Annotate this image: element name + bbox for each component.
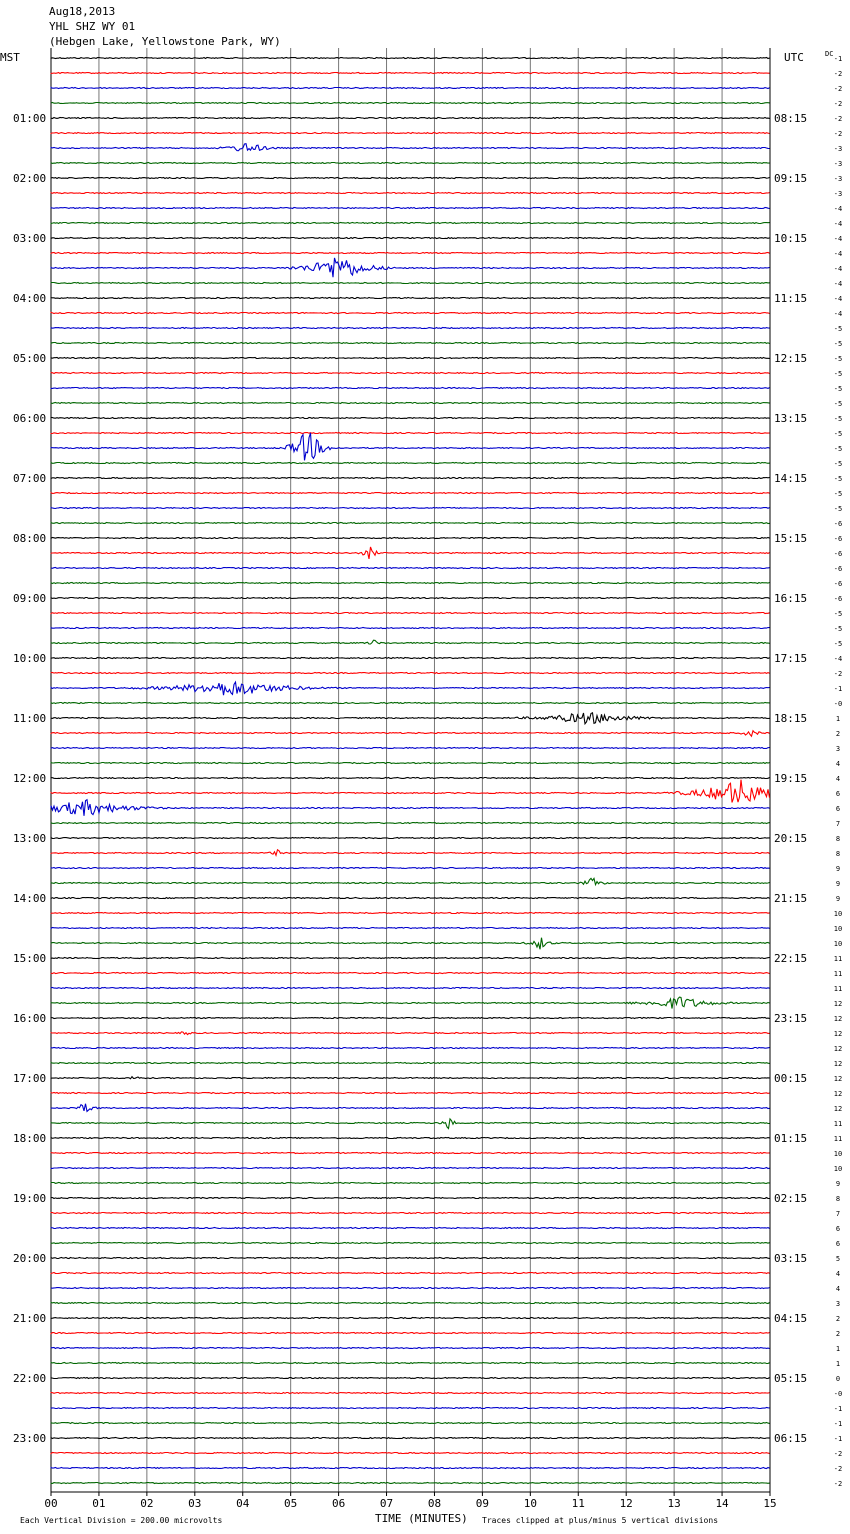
mst-hour-label: 07:00 xyxy=(13,472,47,485)
mst-axis-label: MST xyxy=(0,51,20,64)
dc-offset-label: -2 xyxy=(833,100,843,108)
dc-offset-label: 8 xyxy=(835,850,841,858)
dc-offset-label: -4 xyxy=(833,280,843,288)
trace-line xyxy=(51,118,770,119)
trace-line xyxy=(51,1468,770,1469)
trace-line xyxy=(51,673,770,674)
utc-hour-label: 05:15 xyxy=(774,1372,808,1385)
dc-offset-label: 10 xyxy=(833,940,843,948)
trace-line xyxy=(51,1453,770,1454)
mst-hour-label: 02:00 xyxy=(13,172,47,185)
trace-line xyxy=(51,343,770,344)
utc-hour-label: 22:15 xyxy=(774,952,808,965)
trace-line xyxy=(51,713,770,724)
dc-offset-label: -3 xyxy=(833,145,843,153)
dc-offset-label: -3 xyxy=(833,190,843,198)
trace-line xyxy=(51,463,770,464)
footer-right-note: Traces clipped at plus/minus 5 vertical divisions xyxy=(482,1516,719,1525)
utc-hour-label: 11:15 xyxy=(774,292,808,305)
trace-line xyxy=(51,433,770,434)
mst-hour-label: 10:00 xyxy=(13,652,47,665)
utc-hour-label: 20:15 xyxy=(774,832,808,845)
trace-line xyxy=(51,103,770,104)
x-tick-label: 12 xyxy=(619,1497,633,1510)
trace-line xyxy=(51,283,770,284)
trace-line xyxy=(51,298,770,299)
dc-offset-label: 4 xyxy=(835,1285,841,1293)
dc-offset-label: 6 xyxy=(835,1240,841,1248)
trace-line xyxy=(51,748,770,749)
trace-line xyxy=(51,547,770,559)
dc-offset-label: 4 xyxy=(835,760,841,768)
trace-line xyxy=(51,1198,770,1199)
dc-offset-label: -5 xyxy=(833,430,843,438)
mst-hour-label: 17:00 xyxy=(13,1072,47,1085)
trace-line xyxy=(51,144,770,151)
dc-offset-label: 4 xyxy=(835,775,841,783)
dc-offset-label: 12 xyxy=(833,1030,843,1038)
dc-offset-label: -5 xyxy=(833,340,843,348)
utc-hour-label: 10:15 xyxy=(774,232,808,245)
dc-offset-label: 7 xyxy=(835,1210,841,1218)
trace-line xyxy=(51,823,770,824)
trace-line xyxy=(51,731,770,737)
trace-line xyxy=(51,703,770,704)
dc-offset-label: 6 xyxy=(835,1225,841,1233)
dc-offset-label: 12 xyxy=(833,1045,843,1053)
trace-line xyxy=(51,1183,770,1184)
utc-hour-label: 23:15 xyxy=(774,1012,808,1025)
trace-line xyxy=(51,163,770,164)
trace-line xyxy=(51,1393,770,1394)
trace-line xyxy=(51,973,770,974)
dc-offset-label: -5 xyxy=(833,490,843,498)
mst-hour-label: 18:00 xyxy=(13,1132,47,1145)
dc-offset-label: -4 xyxy=(833,220,843,228)
dc-offset-label: 5 xyxy=(835,1255,841,1263)
dc-offset-label: -0 xyxy=(833,700,843,708)
dc-offset-label: -4 xyxy=(833,310,843,318)
dc-offset-label: 6 xyxy=(835,805,841,813)
x-tick-label: 09 xyxy=(475,1497,490,1510)
dc-offset-label: -5 xyxy=(833,610,843,618)
dc-offset-label: -2 xyxy=(833,130,843,138)
trace-line xyxy=(51,1077,770,1079)
dc-offset-label: 11 xyxy=(833,1135,843,1143)
dc-offset-label: -4 xyxy=(833,235,843,243)
mst-hour-label: 09:00 xyxy=(13,592,47,605)
dc-offset-label: 12 xyxy=(833,1105,843,1113)
mst-hour-label: 16:00 xyxy=(13,1012,47,1025)
trace-line xyxy=(51,1348,770,1349)
x-tick-label: 14 xyxy=(715,1497,729,1510)
dc-offset-label: 12 xyxy=(833,1060,843,1068)
trace-line xyxy=(51,1273,770,1274)
trace-line xyxy=(51,523,770,524)
dc-offset-label: 9 xyxy=(835,880,841,888)
mst-hour-label: 23:00 xyxy=(13,1432,47,1445)
mst-hour-label: 15:00 xyxy=(13,952,47,965)
dc-offset-label: -5 xyxy=(833,400,843,408)
mst-hour-label: 21:00 xyxy=(13,1312,47,1325)
trace-line xyxy=(51,928,770,929)
trace-line xyxy=(51,800,770,816)
utc-hour-label: 16:15 xyxy=(774,592,808,605)
dc-offset-label: -1 xyxy=(833,685,843,693)
dc-offset-label: 9 xyxy=(835,895,841,903)
trace-line xyxy=(51,403,770,404)
x-tick-label: 00 xyxy=(44,1497,58,1510)
trace-line xyxy=(51,598,770,599)
mst-hour-label: 11:00 xyxy=(13,712,47,725)
utc-hour-label: 03:15 xyxy=(774,1252,808,1265)
trace-line xyxy=(51,253,770,254)
trace-line xyxy=(51,1438,770,1439)
dc-offset-label: -5 xyxy=(833,415,843,423)
utc-axis-label: UTC xyxy=(784,51,804,64)
x-tick-label: 15 xyxy=(763,1497,777,1510)
trace-line xyxy=(51,433,770,461)
dc-offset-label: -0 xyxy=(833,1390,843,1398)
utc-hour-label: 18:15 xyxy=(774,712,808,725)
dc-offset-label: -4 xyxy=(833,655,843,663)
trace-line xyxy=(51,658,770,659)
dc-offset-label: -5 xyxy=(833,505,843,513)
dc-offset-label: -2 xyxy=(833,70,843,78)
mst-hour-label: 19:00 xyxy=(13,1192,47,1205)
dc-offset-label: -5 xyxy=(833,355,843,363)
dc-offset-label: 2 xyxy=(835,1315,841,1323)
trace-group xyxy=(51,58,770,1484)
trace-line xyxy=(51,1243,770,1244)
dc-offset-label: -5 xyxy=(833,445,843,453)
dc-offset-label: 3 xyxy=(835,1300,841,1308)
grid-lines xyxy=(51,48,770,1492)
dc-offset-label: -6 xyxy=(833,565,843,573)
trace-line xyxy=(51,763,770,764)
mst-hour-label: 03:00 xyxy=(13,232,47,245)
trace-line xyxy=(51,913,770,914)
dc-offset-label: -5 xyxy=(833,385,843,393)
utc-hour-label: 17:15 xyxy=(774,652,808,665)
x-tick-label: 10 xyxy=(523,1497,537,1510)
dc-offset-label: -4 xyxy=(833,205,843,213)
dc-offset-label: -3 xyxy=(833,160,843,168)
header-date: Aug18,2013 xyxy=(49,5,116,18)
trace-line xyxy=(51,868,770,869)
dc-offset-label: 10 xyxy=(833,910,843,918)
trace-line xyxy=(51,838,770,839)
dc-offset-label: -2 xyxy=(833,1480,843,1488)
header-location: (Hebgen Lake, Yellowstone Park, WY) xyxy=(49,35,281,48)
dc-offset-label: 12 xyxy=(833,1075,843,1083)
dc-offset-label: -1 xyxy=(833,1435,843,1443)
trace-line xyxy=(51,178,770,179)
dc-offset-label: -1 xyxy=(833,1405,843,1413)
trace-line xyxy=(51,208,770,209)
x-tick-label: 03 xyxy=(188,1497,202,1510)
dc-offset-label: 6 xyxy=(835,790,841,798)
trace-line xyxy=(51,850,770,856)
trace-line xyxy=(51,1363,770,1364)
trace-line xyxy=(51,373,770,374)
dc-offset-label: -6 xyxy=(833,580,843,588)
dc-offset-label: 11 xyxy=(833,955,843,963)
utc-hour-label: 15:15 xyxy=(774,532,808,545)
trace-line xyxy=(51,628,770,629)
utc-hour-label: 01:15 xyxy=(774,1132,808,1145)
trace-line xyxy=(51,1423,770,1424)
dc-offset-label: -3 xyxy=(833,175,843,183)
footer-left-note: Each Vertical Division = 200.00 microvolts xyxy=(20,1516,223,1525)
dc-offset-label: -5 xyxy=(833,370,843,378)
dc-offset-label: -5 xyxy=(833,475,843,483)
trace-line xyxy=(51,478,770,479)
trace-line xyxy=(51,258,770,277)
dc-offset-label: 3 xyxy=(835,745,841,753)
dc-offset-label: 4 xyxy=(835,1270,841,1278)
dc-offset-label: 11 xyxy=(833,970,843,978)
trace-line xyxy=(51,1378,770,1379)
trace-line xyxy=(51,997,770,1009)
trace-line xyxy=(51,778,770,779)
trace-line xyxy=(51,1333,770,1334)
dc-offset-label: 12 xyxy=(833,1000,843,1008)
x-tick-label: 05 xyxy=(284,1497,298,1510)
trace-line xyxy=(51,238,770,239)
dc-offset-label: 7 xyxy=(835,820,841,828)
dc-offset-label: 9 xyxy=(835,865,841,873)
utc-hour-label: 02:15 xyxy=(774,1192,808,1205)
dc-offset-label: 1 xyxy=(835,1345,841,1353)
dc-offset-label: -2 xyxy=(833,1465,843,1473)
dc-offset-label: -4 xyxy=(833,295,843,303)
dc-offset-label: -6 xyxy=(833,520,843,528)
trace-line xyxy=(51,73,770,74)
dc-offset-label: -4 xyxy=(833,265,843,273)
trace-line xyxy=(51,1408,770,1409)
x-tick-label: 06 xyxy=(331,1497,346,1510)
dc-offset-label: -5 xyxy=(833,625,843,633)
dc-offset-label: 8 xyxy=(835,1195,841,1203)
utc-hour-label: 06:15 xyxy=(774,1432,808,1445)
dc-offset-label: -2 xyxy=(833,115,843,123)
dc-offset-label: -6 xyxy=(833,550,843,558)
x-axis-label: TIME (MINUTES) xyxy=(375,1512,468,1525)
dc-offset-label: -5 xyxy=(833,325,843,333)
mst-hour-label: 22:00 xyxy=(13,1372,47,1385)
trace-line xyxy=(51,958,770,959)
dc-offset-label: 8 xyxy=(835,835,841,843)
trace-line xyxy=(51,1318,770,1319)
dc-offset-label: 0 xyxy=(835,1375,841,1383)
trace-line xyxy=(51,1032,770,1035)
dc-offset-label: 12 xyxy=(833,1090,843,1098)
trace-line xyxy=(51,1093,770,1094)
trace-line xyxy=(51,583,770,584)
trace-line xyxy=(51,88,770,89)
utc-hour-label: 09:15 xyxy=(774,172,808,185)
dc-offset-label: 11 xyxy=(833,985,843,993)
dc-offset-label: -2 xyxy=(833,85,843,93)
trace-line xyxy=(51,568,770,569)
trace-line xyxy=(51,1213,770,1214)
trace-line xyxy=(51,358,770,359)
mst-hour-label: 14:00 xyxy=(13,892,47,905)
dc-offset-label: 1 xyxy=(835,715,841,723)
trace-line xyxy=(51,1063,770,1064)
utc-hour-label: 13:15 xyxy=(774,412,808,425)
header-station: YHL SHZ WY 01 xyxy=(49,20,136,33)
mst-hour-label: 01:00 xyxy=(13,112,47,125)
dc-offset-label: 9 xyxy=(835,1180,841,1188)
trace-line xyxy=(51,1153,770,1154)
dc-offset-label: -6 xyxy=(833,535,843,543)
trace-line xyxy=(51,988,770,989)
utc-hour-label: 00:15 xyxy=(774,1072,808,1085)
trace-line xyxy=(51,58,770,59)
trace-line xyxy=(51,1119,770,1129)
trace-line xyxy=(51,640,770,644)
trace-line xyxy=(51,682,770,695)
trace-line xyxy=(51,1483,770,1484)
x-tick-label: 08 xyxy=(427,1497,442,1510)
mst-hour-label: 12:00 xyxy=(13,772,47,785)
trace-line xyxy=(51,613,770,614)
trace-line xyxy=(51,223,770,224)
trace-line xyxy=(51,313,770,314)
label-group xyxy=(13,55,842,1510)
dc-offset-label: 10 xyxy=(833,925,843,933)
dc-offset-label: -5 xyxy=(833,640,843,648)
utc-hour-label: 12:15 xyxy=(774,352,808,365)
dc-offset-label: 2 xyxy=(835,730,841,738)
dc-offset-label: -1 xyxy=(833,55,843,63)
dc-offset-label: -2 xyxy=(833,670,843,678)
trace-line xyxy=(51,780,770,803)
trace-line xyxy=(51,418,770,419)
mst-hour-label: 06:00 xyxy=(13,412,47,425)
dc-offset-label: 11 xyxy=(833,1120,843,1128)
utc-hour-label: 14:15 xyxy=(774,472,808,485)
dc-offset-label: -1 xyxy=(833,1420,843,1428)
dc-offset-label: -6 xyxy=(833,595,843,603)
trace-line xyxy=(51,1138,770,1139)
dc-offset-label: 1 xyxy=(835,1360,841,1368)
dc-offset-label: 2 xyxy=(835,1330,841,1338)
mst-hour-label: 08:00 xyxy=(13,532,47,545)
dc-offset-label: -5 xyxy=(833,460,843,468)
x-tick-label: 01 xyxy=(92,1497,106,1510)
dc-offset-label: 10 xyxy=(833,1165,843,1173)
trace-line xyxy=(51,938,770,950)
trace-line xyxy=(51,193,770,194)
x-tick-label: 13 xyxy=(667,1497,681,1510)
utc-hour-label: 19:15 xyxy=(774,772,808,785)
dc-offset-label: -4 xyxy=(833,250,843,258)
trace-line xyxy=(51,1048,770,1049)
x-tick-label: 02 xyxy=(140,1497,154,1510)
trace-line xyxy=(51,898,770,899)
mst-hour-label: 13:00 xyxy=(13,832,47,845)
trace-line xyxy=(51,1168,770,1169)
trace-line xyxy=(51,878,770,884)
trace-line xyxy=(51,1018,770,1019)
trace-line xyxy=(51,508,770,509)
mst-hour-label: 04:00 xyxy=(13,292,47,305)
mst-hour-label: 05:00 xyxy=(13,352,47,365)
trace-line xyxy=(51,493,770,494)
dc-offset-label: 12 xyxy=(833,1015,843,1023)
trace-line xyxy=(51,133,770,134)
trace-line xyxy=(51,328,770,329)
x-tick-label: 04 xyxy=(236,1497,250,1510)
x-tick-label: 07 xyxy=(379,1497,394,1510)
trace-line xyxy=(51,1258,770,1259)
x-tick-label: 11 xyxy=(571,1497,585,1510)
trace-line xyxy=(51,1288,770,1289)
mst-hour-label: 20:00 xyxy=(13,1252,47,1265)
utc-hour-label: 04:15 xyxy=(774,1312,808,1325)
trace-line xyxy=(51,1104,770,1112)
trace-line xyxy=(51,1228,770,1229)
dc-axis-label: DC xyxy=(825,50,834,58)
dc-offset-label: -2 xyxy=(833,1450,843,1458)
trace-line xyxy=(51,1303,770,1304)
trace-line xyxy=(51,388,770,389)
utc-hour-label: 21:15 xyxy=(774,892,808,905)
dc-offset-label: 10 xyxy=(833,1150,843,1158)
utc-hour-label: 08:15 xyxy=(774,112,808,125)
trace-line xyxy=(51,538,770,539)
